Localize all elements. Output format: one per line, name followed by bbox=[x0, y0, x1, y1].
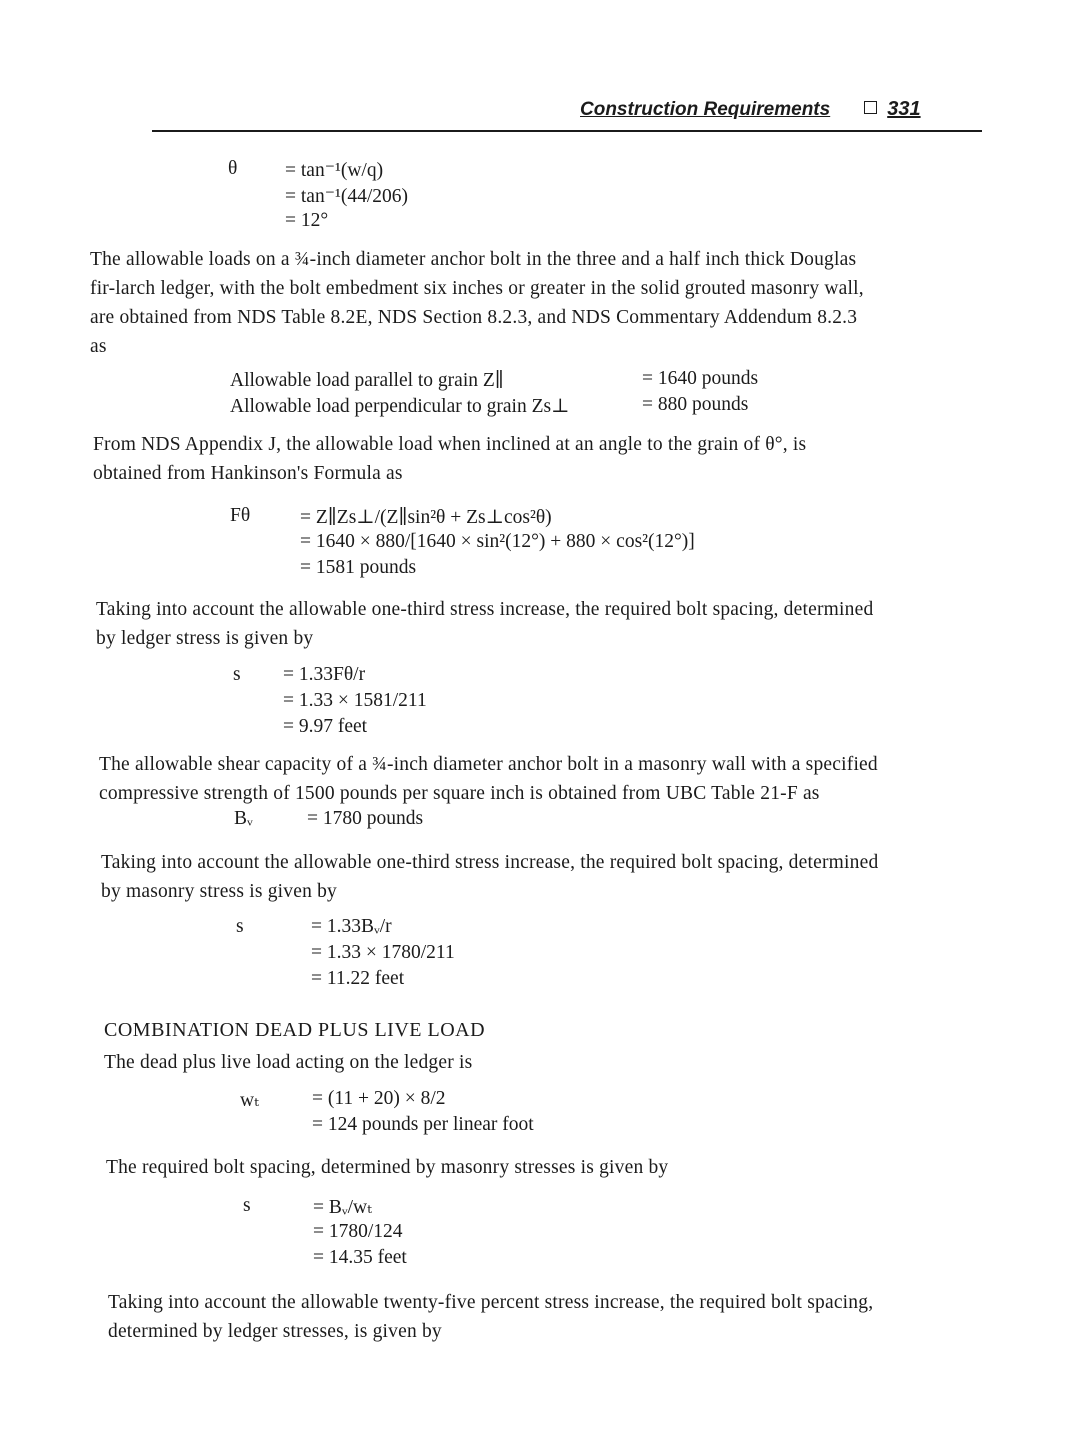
paragraph bbox=[106, 1153, 906, 1182]
equation-symbol: Bᵥ bbox=[234, 808, 253, 829]
equation-line: = 1640 × 880/[1640 × sin²(12°) + 880 × cos²(12°)] bbox=[300, 531, 695, 552]
equation-line: = 1780/124 bbox=[313, 1221, 403, 1242]
allowable-loads bbox=[230, 368, 830, 420]
text-line: The required bolt spacing, determined by masonry stresses is given by bbox=[106, 1157, 669, 1178]
load-value: = 1640 pounds bbox=[642, 368, 759, 389]
section-heading: COMBINATION DEAD PLUS LIVE LOAD bbox=[104, 1019, 486, 1041]
paragraph bbox=[108, 1288, 1004, 1346]
text-line: by masonry stress is given by bbox=[101, 881, 337, 902]
text-line: Taking into account the allowable twenty-five percent stress increase, the required bolt spacing, bbox=[108, 1292, 874, 1313]
load-row bbox=[230, 394, 830, 420]
text-line: as bbox=[90, 336, 107, 357]
equation-line: = 1780 pounds bbox=[307, 808, 424, 829]
equation-line: = 1.33Bᵥ/r bbox=[311, 916, 392, 937]
paragraph bbox=[99, 750, 995, 808]
text-line: The allowable loads on a ¾-inch diameter anchor bolt in the three and a half inch thick Douglas bbox=[90, 249, 857, 270]
text-line: are obtained from NDS Table 8.2E, NDS Section 8.2.3, and NDS Commentary Addendum 8.2.3 bbox=[90, 307, 858, 328]
paragraph bbox=[90, 245, 986, 361]
equation-symbol: Fθ bbox=[230, 505, 251, 526]
text-line: obtained from Hankinson's Formula as bbox=[93, 463, 403, 484]
equation-line: = 9.97 feet bbox=[283, 716, 368, 737]
equation-line: = 124 pounds per linear foot bbox=[312, 1114, 534, 1135]
text-line: Taking into account the allowable one-third stress increase, the required bolt spacing, determined bbox=[96, 599, 874, 620]
equation-symbol: θ bbox=[228, 158, 238, 179]
equation-line: = tan⁻¹(44/206) bbox=[285, 186, 408, 207]
square-icon bbox=[864, 101, 877, 114]
equation-line: = 1581 pounds bbox=[300, 557, 417, 578]
equation-line: = (11 + 20) × 8/2 bbox=[312, 1088, 446, 1109]
equation-line: = 11.22 feet bbox=[311, 968, 405, 989]
load-label: Allowable load parallel to grain Z∥ bbox=[230, 370, 504, 391]
equation-line: = 14.35 feet bbox=[313, 1247, 407, 1268]
paragraph bbox=[96, 595, 992, 653]
text-line: compressive strength of 1500 pounds per square inch is obtained from UBC Table 21-F as bbox=[99, 783, 820, 804]
header-rule bbox=[152, 130, 982, 132]
load-row bbox=[230, 368, 830, 394]
text-line: The dead plus live load acting on the ledger is bbox=[104, 1052, 473, 1073]
equation-symbol: s bbox=[243, 1195, 251, 1216]
text-line: by ledger stress is given by bbox=[96, 628, 314, 649]
equation-symbol: wₜ bbox=[240, 1090, 259, 1111]
equation-line: = 1.33Fθ/r bbox=[283, 664, 366, 685]
paragraph bbox=[104, 1048, 804, 1077]
paragraph bbox=[101, 848, 997, 906]
equation-line: = 12° bbox=[285, 210, 329, 231]
equation-line: = Bᵥ/wₜ bbox=[313, 1197, 372, 1218]
equation-line: = Z∥Zs⊥/(Z∥sin²θ + Zs⊥cos²θ) bbox=[300, 507, 552, 528]
running-header bbox=[580, 98, 921, 121]
equation-symbol: s bbox=[236, 916, 244, 937]
text-line: The allowable shear capacity of a ¾-inch diameter anchor bolt in a masonry wall with a specified bbox=[99, 754, 878, 775]
equation-line: = 1.33 × 1780/211 bbox=[311, 942, 455, 963]
equation-line: = tan⁻¹(w/q) bbox=[285, 160, 384, 181]
text-line: From NDS Appendix J, the allowable load when inclined at an angle to the grain of θ°, is bbox=[93, 434, 807, 455]
text-line: determined by ledger stresses, is given by bbox=[108, 1321, 442, 1342]
load-value: = 880 pounds bbox=[642, 394, 749, 415]
equation-line: = 1.33 × 1581/211 bbox=[283, 690, 427, 711]
chapter-title: Construction Requirements bbox=[580, 99, 831, 120]
paragraph bbox=[93, 430, 989, 488]
text-line: fir-larch ledger, with the bolt embedment six inches or greater in the solid grouted masonry wall, bbox=[90, 278, 864, 299]
text-line: Taking into account the allowable one-third stress increase, the required bolt spacing, determined bbox=[101, 852, 879, 873]
page-number: 331 bbox=[887, 98, 921, 120]
equation-symbol: s bbox=[233, 664, 241, 685]
load-label: Allowable load perpendicular to grain Zs⊥ bbox=[230, 396, 570, 417]
